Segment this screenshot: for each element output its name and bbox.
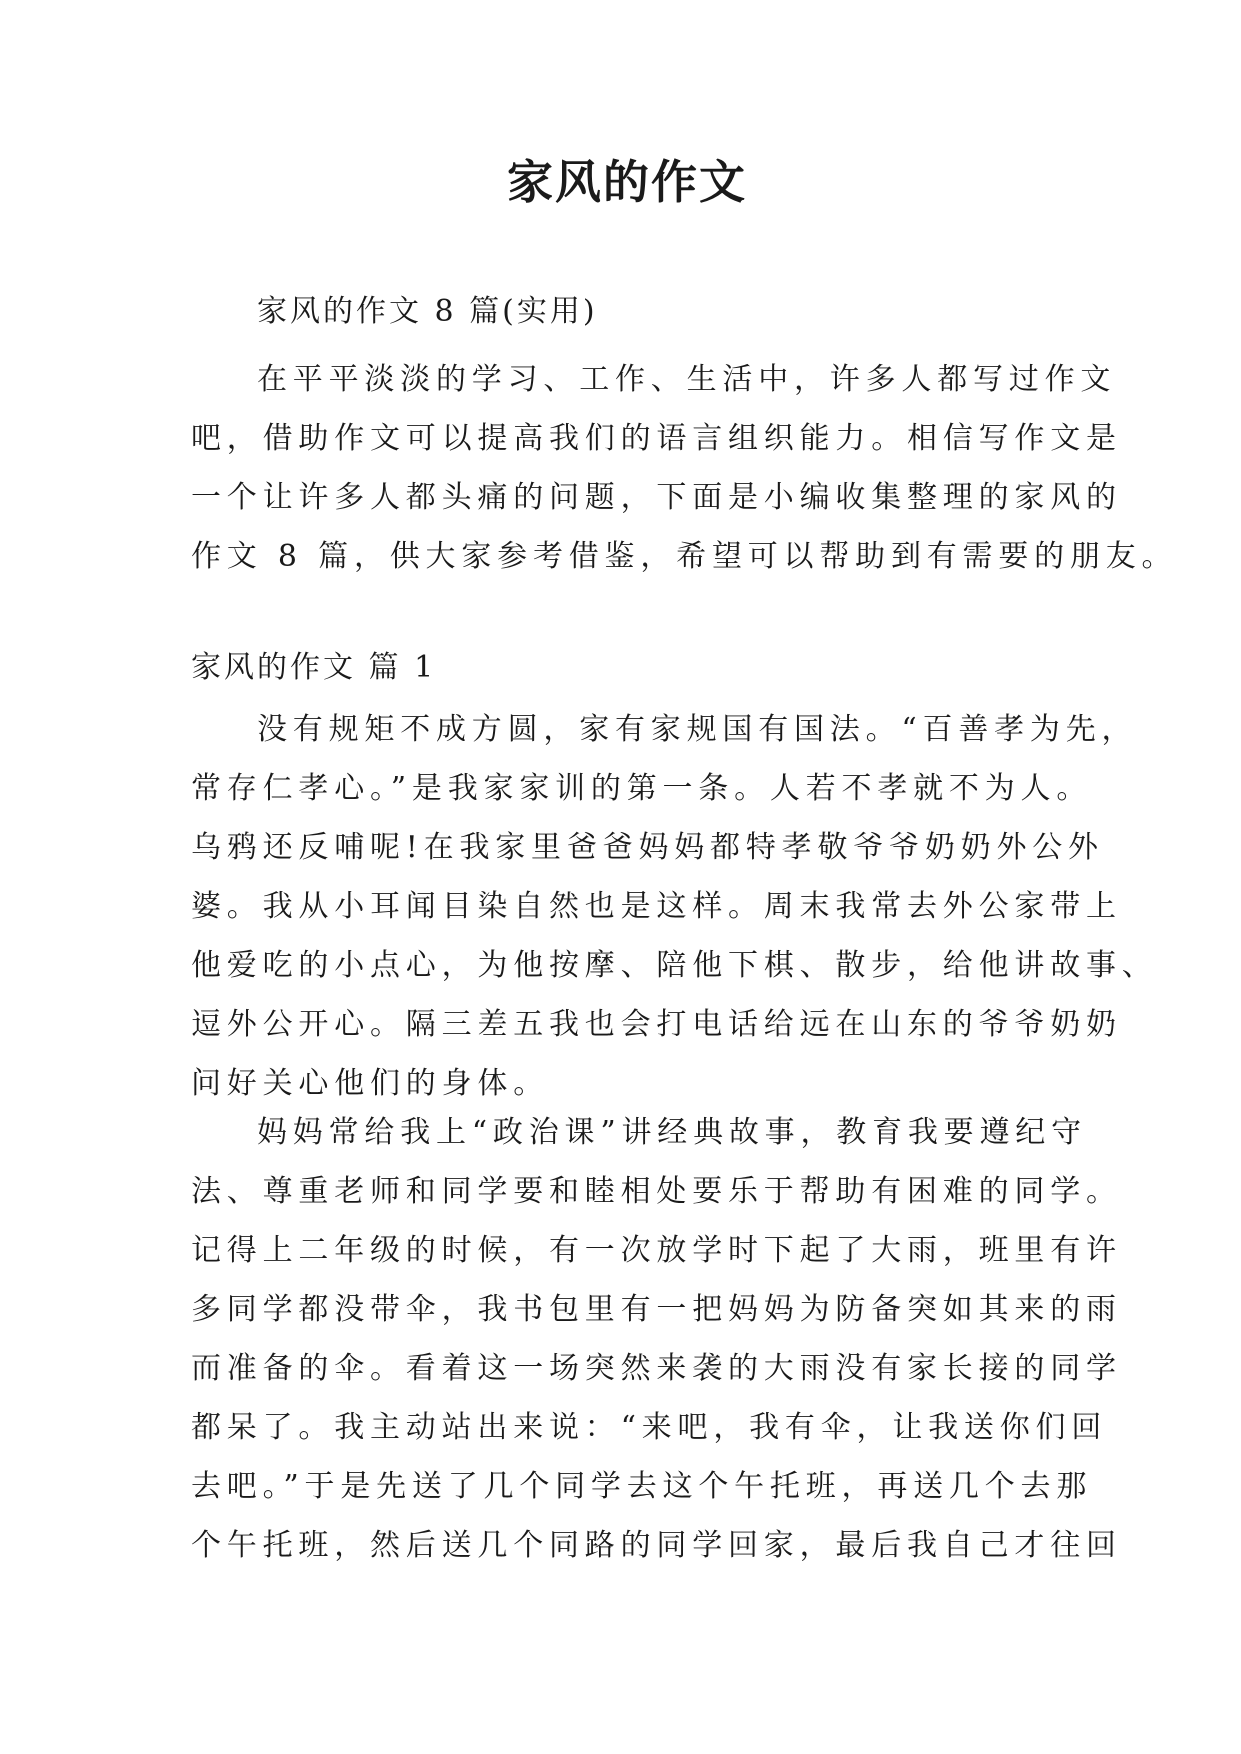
- section-heading: 家风的作文 篇 1: [191, 650, 437, 685]
- intro-paragraph: [191, 350, 1178, 586]
- document-subtitle: 家风的作文 8 篇(实用): [257, 294, 598, 329]
- text-line: 婆。我从小耳闻目染自然也是这样。周末我常去外公家带上: [191, 889, 1122, 924]
- text-line: 在平平淡淡的学习、工作、生活中，许多人都写过作文: [257, 362, 1117, 397]
- document-title: 家风的作文: [507, 155, 747, 209]
- text-line: 乌鸦还反哺呢!在我家里爸爸妈妈都特孝敬爷爷奶奶外公外: [191, 830, 1104, 865]
- text-line: 妈妈常给我上“政治课”讲经典故事，教育我要遵纪守: [257, 1115, 1087, 1150]
- text-line: 逗外公开心。隔三差五我也会打电话给远在山东的爷爷奶奶: [191, 1007, 1122, 1042]
- text-line: 都呆了。我主动站出来说：“来吧，我有伞，让我送你们回: [191, 1410, 1108, 1445]
- text-line: 记得上二年级的时候，有一次放学时下起了大雨，班里有许: [191, 1233, 1122, 1268]
- body-paragraph-2: [191, 1103, 1122, 1575]
- text-line: 个午托班，然后送几个同路的同学回家，最后我自己才往回: [191, 1528, 1122, 1563]
- text-line: 问好关心他们的身体。: [191, 1066, 549, 1101]
- text-line: 去吧。”于是先送了几个同学去这个午托班，再送几个去那: [191, 1469, 1093, 1504]
- text-line: 法、尊重老师和同学要和睦相处要乐于帮助有困难的同学。: [191, 1174, 1122, 1209]
- text-line: 而准备的伞。看着这一场突然来袭的大雨没有家长接的同学: [191, 1351, 1122, 1386]
- text-line: 常存仁孝心。”是我家家训的第一条。人若不孝就不为人。: [191, 771, 1093, 806]
- body-paragraph-1: [191, 700, 1158, 1113]
- text-line: 作文 8 篇，供大家参考借鉴，希望可以帮助到有需要的朋友。: [191, 539, 1178, 574]
- text-line: 他爱吃的小点心，为他按摩、陪他下棋、散步，给他讲故事、: [191, 948, 1158, 983]
- text-line: 一个让许多人都头痛的问题，下面是小编收集整理的家风的: [191, 480, 1122, 515]
- text-line: 多同学都没带伞，我书包里有一把妈妈为防备突如其来的雨: [191, 1292, 1122, 1327]
- text-line: 吧，借助作文可以提高我们的语言组织能力。相信写作文是: [191, 421, 1122, 456]
- text-line: 没有规矩不成方圆，家有家规国有国法。“百善孝为先，: [257, 712, 1138, 747]
